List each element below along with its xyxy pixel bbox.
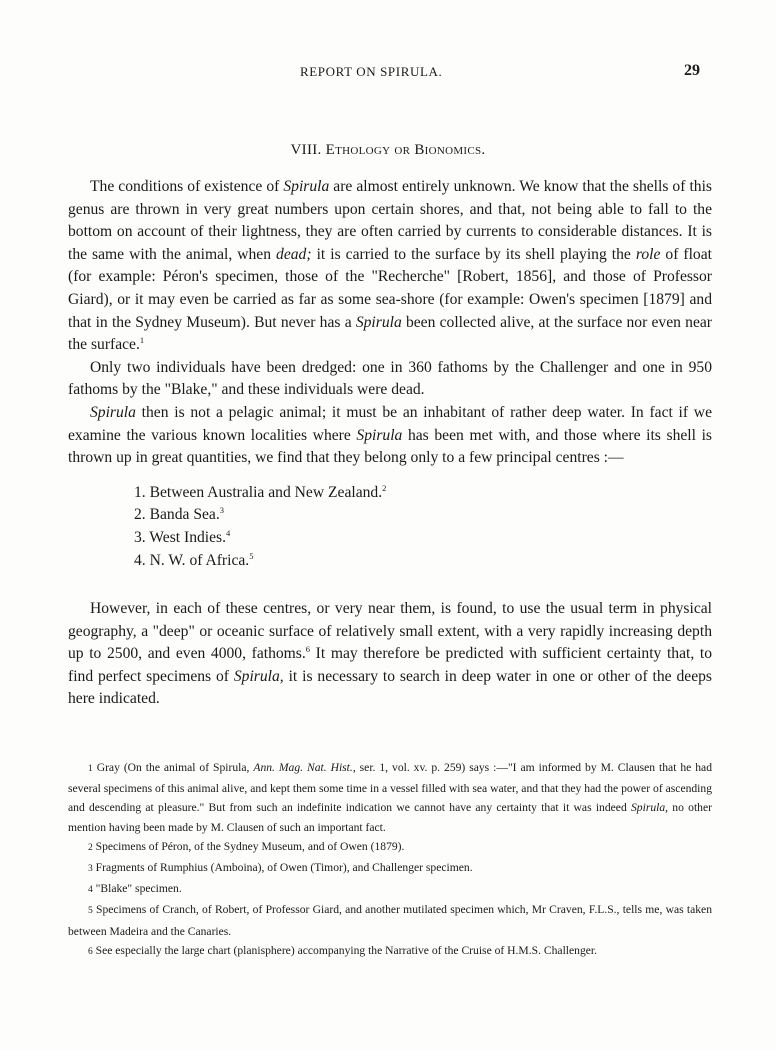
italic-term: Spirula — [90, 403, 136, 421]
footnote — [68, 941, 712, 962]
italic-term: Spirula — [355, 313, 402, 331]
footnote-number: 6 — [88, 946, 93, 957]
italic-term: dead; — [276, 245, 312, 263]
text-run: has been met with, and those where its shell is thrown up in great quantities, we find that they belong only to a few principal centres :— — [68, 426, 712, 467]
footnote-text: Specimens of Péron, of the Sydney Museum, and of Owen (1879). — [92, 839, 405, 853]
footnote-ref: 2 — [382, 482, 387, 493]
footnote-text: "Blake" specimen. — [92, 882, 182, 896]
footnote-text: Specimens of Cranch, of Robert, of Professor Giard, and another mutilated specimen which, Mr Craven, F.L.S., tells me, was taken between Madeira and the Canaries. — [68, 903, 712, 938]
italic-term: Spirula — [283, 178, 330, 195]
italic-term: role — [635, 245, 661, 263]
text-run: However, in each of these centres, or very near them, is found, to use the usual term in physical geography, a "deep" or oceanic surface of relatively small extent, with a very rapidly increasing depth up to 2500, and even 4000, fathoms. — [68, 600, 712, 663]
text-run: it is necessary to search in deep water in one or other of the deeps here indicated. — [68, 667, 712, 708]
footnote-text: See especially the large chart (planisphere) accompanying the Narrative of the Cruise of H.M.S. Challenger. — [92, 943, 598, 957]
text-run: of float (for example: Péron's specimen, those of the "Recherche" [Robert, 1856], and those of Professor Giard), or it may even be carried as far as some sea-shore (for example: Owen's specimen [1879] and that in the Sydney Museum). But never has a — [68, 245, 712, 331]
text-run: then is not a pelagic animal; it must be an inhabitant of rather deep water. In fact if we examine the various known localities where — [68, 403, 712, 444]
footnote-ref: 1 — [139, 334, 145, 345]
page-number: 29 — [684, 62, 700, 79]
footnote-ref: 3 — [219, 505, 224, 516]
text-run: it is carried to the surface by its shell playing the — [311, 245, 636, 263]
footnotes — [68, 758, 712, 962]
list-item — [134, 550, 712, 573]
text-run: , no other mention having been made by M. Clausen of such an important fact. — [68, 801, 712, 834]
italic-term: Spirula, — [233, 667, 284, 685]
list-item-text: 3. West Indies. — [134, 528, 227, 546]
text-run: Gray (On the animal of Spirula, — [92, 761, 254, 774]
list-item — [134, 527, 712, 550]
text-run: The conditions of existence of — [90, 178, 284, 195]
footnote-ref: 5 — [249, 550, 254, 561]
list-item-text: 2. Banda Sea. — [134, 506, 220, 524]
footnote-number: 3 — [88, 864, 93, 875]
italic-term: Spirula — [631, 801, 666, 815]
footnote — [68, 879, 712, 900]
footnote-number: 4 — [88, 885, 93, 896]
text-run: , ser. 1, vol. xv. p. 259) says :—"I am informed by M. Clausen that he had several specimens of this animal alive, and kept them some time in a vessel filled with sea water, and that they had the power of ascending and descending at pleasure." But from such an indefinite indication we cannot have any certainty that it was indeed — [68, 761, 713, 815]
running-title: REPORT ON SPIRULA. — [300, 64, 443, 79]
section-title: VIII. Ethology or Bionomics. — [290, 142, 486, 158]
text-run: been collected alive, at the surface nor even near the surface. — [68, 313, 712, 354]
list-item — [134, 482, 712, 505]
footnote-ref: 4 — [226, 527, 231, 538]
footnote — [68, 900, 712, 940]
text-run: It may therefore be predicted with sufficient certainty that, to find perfect specimens of — [68, 645, 712, 685]
paragraph-1 — [68, 176, 712, 357]
list-item-text: 4. N. W. of Africa. — [134, 551, 250, 569]
footnote-text: Fragments of Rumphius (Amboina), of Owen (Timor), and Challenger specimen. — [92, 861, 473, 875]
italic-term: Ann. Mag. Nat. Hist. — [253, 761, 353, 774]
italic-term: Spirula — [356, 426, 403, 444]
footnote — [68, 758, 712, 837]
footnote-number: 1 — [88, 764, 93, 774]
footnote-ref: 6 — [305, 644, 311, 655]
body-text — [68, 176, 712, 711]
footnote-number: 2 — [88, 842, 93, 853]
list-item-text: 1. Between Australia and New Zealand. — [134, 483, 383, 501]
list-item — [134, 504, 712, 527]
footnote — [68, 837, 712, 858]
text-run: are almost entirely unknown. We know that the shells of this genus are thrown in very great numbers upon certain shores, and that, not being able to fall to the bottom on account of their lightness, they are often carried by currents to considerable distances. It is the same with the animal, when — [68, 178, 712, 263]
footnote-number: 5 — [88, 906, 93, 917]
locality-list — [134, 482, 712, 572]
footnote — [68, 858, 712, 879]
paragraph-3 — [68, 402, 712, 470]
paragraph-4 — [68, 598, 712, 711]
paragraph-2: Only two individuals have been dredged: one in 360 fathoms by the Challenger and one in 950 fathoms by the "Blake," and these individuals were dead. — [68, 358, 712, 399]
